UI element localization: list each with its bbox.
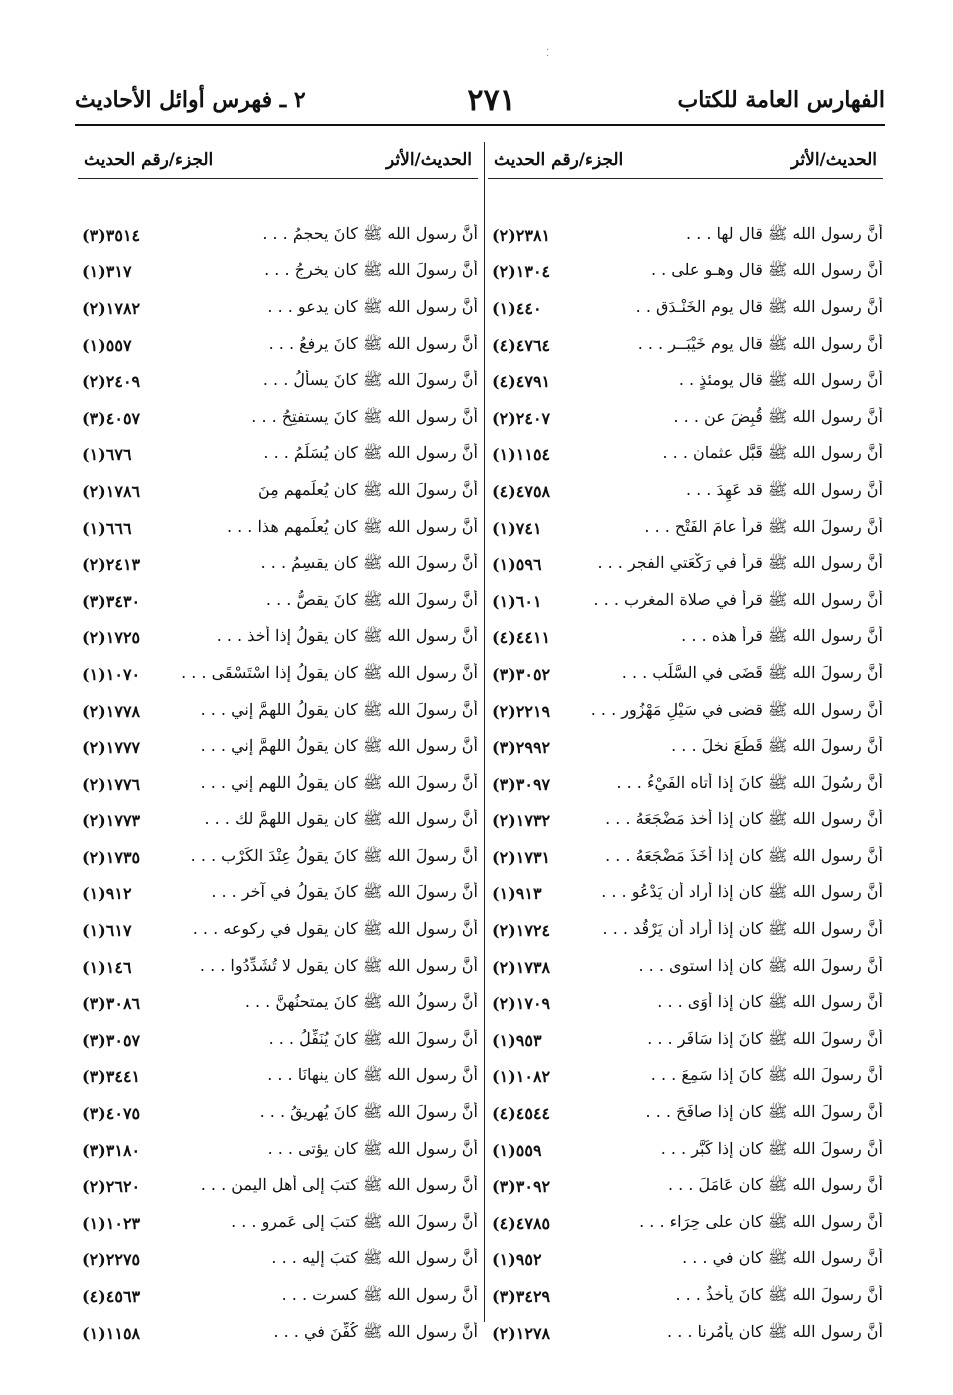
list-item [78,729,478,766]
book-section-title: الفهارس العامة للكتاب [677,87,885,113]
hadith-text: أنَّ رسولَ الله ﷺ كان يقولُ اللهم إني . . . [200,772,478,792]
list-item [78,839,478,876]
hadith-reference: ٥٩٦(١) [492,555,542,575]
hadith-text: أنَّ رسول الله ﷺ كان على حِرَاء . . . [639,1211,883,1231]
list-item [78,1168,478,1205]
hadith-text: أنَّ رسول الله ﷺ كانَ يرفعُ . . . [268,333,478,353]
hadith-reference: ٢٢١٩(٢) [492,701,551,721]
list-item [488,912,883,949]
list-item [488,583,883,620]
scan-mark: ⁚ [546,48,550,59]
hadith-reference: ٤٥٦٣(٤) [82,1287,141,1307]
hadith-reference: ٢٤١٣(٢) [82,555,141,575]
hadith-reference: ٩١٢(١) [82,884,132,904]
list-item [78,1059,478,1096]
hadith-text: أنَّ رسول الله ﷺ قضى في سَيْلِ مَهْزُور . . . [590,699,883,719]
list-item [488,656,883,693]
hadith-reference: ٤٠٧٥(٣) [82,1104,141,1124]
hadith-reference: ١٧٧٨(٢) [82,701,141,721]
hadith-header: الحديث/الأثر [791,150,877,170]
hadith-text: أنَّ رسولَ الله ﷺ كان يقسِمُ . . . [260,553,478,573]
list-item [78,620,478,657]
list-item [488,693,883,730]
hadith-text: أنَّ رسولَ الله ﷺ كانَ يُهريقُ . . . [259,1102,478,1122]
list-item [78,912,478,949]
list-item [78,1022,478,1059]
hadith-text: أنَّ رسول الله ﷺ كان يدعو . . . [267,296,478,316]
hadith-reference: ١٧٣٥(٢) [82,847,141,867]
hadith-text: أنَّ رسولَ الله ﷺ كانَ يُنَفِّلُ . . . [268,1028,478,1048]
hadith-reference: ٣٤٤١(٣) [82,1067,141,1087]
hadith-reference: ١٧٢٥(٢) [82,628,141,648]
hadith-list [488,217,883,1351]
hadith-reference: ٢٦٢٠(٢) [82,1177,141,1197]
hadith-text: أنَّ رسول الله ﷺ كان يقول لا تُشَدِّدُوا . . . [199,955,478,975]
hadith-text: أنَّ رسولَ الله ﷺ كانَ يقولُ في آخر . . . [211,882,478,902]
hadith-reference: ١٧٧٣(٢) [82,811,141,831]
hadith-text: أنَّ رسول الله ﷺ كان يقولُ إذا اسْتَسْقَى . . . [181,662,478,682]
hadith-text: أنَّ رسول الله ﷺ كان إذا أَخَذَ مَضْجَعَهُ . . . [605,845,883,865]
hadith-reference: ١٠٢٣(١) [82,1213,141,1233]
list-item [488,1022,883,1059]
hadith-text: أنَّ رسول الله ﷺ كان يقولُ إذا أخذ . . . [216,626,478,646]
hadith-reference: ١٧٧٧(٢) [82,738,141,758]
hadith-text: أنَّ رسول الله ﷺ كُفِّنَ في . . . [273,1321,478,1341]
list-item [78,1315,478,1352]
hadith-reference: ٣١٨٠(٣) [82,1140,141,1160]
hadith-reference: ٢٤٠٧(٢) [492,408,551,428]
hadith-text: أنَّ رسول الله ﷺ كان يؤتى . . . [267,1138,478,1158]
reference-header: الجزء/رقم الحديث [84,150,214,170]
hadith-reference: ٩٥٢(١) [492,1250,542,1270]
column-header [78,142,478,179]
list-item [488,510,883,547]
hadith-text: أنَّ رسول الله ﷺ قرأ في رَكْعَتي الفجر . . . [597,553,883,573]
hadith-reference: ٢٩٩٢(٣) [492,738,551,758]
hadith-text: أنَّ رسولَ الله ﷺ كانَ يأخذُ . . . [675,1285,883,1305]
hadith-reference: ٦٠١(١) [492,591,542,611]
list-item [488,1095,883,1132]
list-item [78,766,478,803]
hadith-text: أنَّ رسُولَ الله ﷺ كانَ إذا أتاه الفَيْءُ . . . [616,772,883,792]
hadith-reference: ٤٤١١(٤) [492,628,551,648]
hadith-reference: ١٠٨٢(١) [492,1067,551,1087]
list-item [488,1168,883,1205]
index-title: ٢ ـ فهرس أوائل الأحاديث [75,87,306,113]
list-item [78,1205,478,1242]
list-item [78,217,478,254]
list-item [78,985,478,1022]
list-item [78,583,478,620]
hadith-list [78,217,478,1351]
list-item [488,437,883,474]
list-item [488,327,883,364]
hadith-text: أنَّ رسولَ الله ﷺ كانَ يسألُ . . . [262,370,478,390]
hadith-text: أنَّ رسول الله ﷺ كسرت . . . [281,1285,478,1305]
list-item [488,729,883,766]
list-item [78,327,478,364]
list-item [488,546,883,583]
right-column [488,142,883,1351]
hadith-reference: ٦٦٦(١) [82,518,132,538]
list-item [488,1132,883,1169]
hadith-reference: ١٧٧٦(٢) [82,774,141,794]
list-item [78,254,478,291]
hadith-text: أنَّ رسولَ الله ﷺ كانَ إذا سَافَر . . . [647,1028,883,1048]
hadith-text: أنَّ رسولَ الله ﷺ كانَ يقصُّ . . . [265,589,478,609]
hadith-text: أنَّ رسولَ الله ﷺ كان إذا استوى . . . [638,955,883,975]
hadith-text: أنَّ رسولَ الله ﷺ كانَ إذا سَمِعَ . . . [650,1065,883,1085]
hadith-reference: ٦٧٦(١) [82,445,132,465]
hadith-text: أنَّ رسول الله ﷺ كانَ يحجمُ . . . [262,223,478,243]
hadith-reference: ١٧٨٦(٢) [82,481,141,501]
hadith-text: أنَّ رسولَ الله ﷺ كان إذا صافَحَ . . . [645,1102,883,1122]
hadith-text: أنَّ رسول الله ﷺ قال لها . . . [686,223,883,243]
hadith-text: أنَّ رسول الله ﷺ كان يأمُرنا . . . [667,1321,883,1341]
hadith-reference: ٥٥٩(١) [492,1140,542,1160]
hadith-text: أنَّ رسولَ الله ﷺ قَطَعَ نخلَ . . . [671,736,883,756]
hadith-reference: ٤٧٦٤(٤) [492,335,551,355]
hadith-text: أنَّ رسول الله ﷺ قرأ هذه . . . [681,626,883,646]
list-item [488,1315,883,1352]
list-item [78,437,478,474]
hadith-reference: ٩٥٣(١) [492,1030,542,1050]
page-header [75,80,885,126]
hadith-reference: ٣٠٥٢(٣) [492,664,551,684]
hadith-reference: ٢٢٧٥(٢) [82,1250,141,1270]
hadith-text: أنَّ رسول الله ﷺ كتبَ إليه . . . [271,1248,478,1268]
hadith-text: أنَّ رسول الله ﷺ كان إذا أخذ مَضْجَعَهُ . . . [605,809,883,829]
hadith-reference: ١١٥٨(١) [82,1323,141,1343]
hadith-text: أنَّ رسول الله ﷺ قال يومئذٍ . . [678,370,883,390]
column-header [488,142,883,179]
hadith-text: أنَّ رسول الله ﷺ قد عَهِدَ . . . [685,479,883,499]
hadith-reference: ١٢٧٨(٢) [492,1323,551,1343]
hadith-text: أنَّ رسولَ الله ﷺ كتبَ إلى عَمرو . . . [231,1211,478,1231]
hadith-text: أنَّ رسول الله ﷺ كان يقولُ اللهمَّ إني . . . [200,736,478,756]
list-item [78,363,478,400]
hadith-reference: ١٧٣١(٢) [492,847,551,867]
reference-header: الجزء/رقم الحديث [494,150,624,170]
hadith-reference: ١٠٧٠(١) [82,664,141,684]
hadith-text: أنَّ رسولَ الله ﷺ كان إذا كَبَّر . . . [660,1138,883,1158]
hadith-reference: ٣١٧(١) [82,262,132,282]
column-divider [484,142,485,1322]
list-item [78,1278,478,1315]
hadith-reference: ٣٥١٤(٣) [82,225,141,245]
hadith-text: أنَّ رسول الله ﷺ كتبَ إلى أهل اليمن . . . [200,1175,478,1195]
list-item [488,1059,883,1096]
list-item [488,473,883,510]
hadith-reference: ٢٣٨١(٢) [492,225,551,245]
hadith-text: أنَّ رسول الله ﷺ كان يقول في ركوعه . . . [192,919,478,939]
hadith-reference: ٤٥٤٤(٤) [492,1104,551,1124]
list-item [488,363,883,400]
hadith-text: أنَّ رسول الله ﷺ كان يُعلِّمهم هذا . . . [226,516,478,536]
hadith-text: أنَّ رسول الله ﷺ قال يوم خَيْبَــر . . . [637,333,883,353]
hadith-text: أنَّ رسول الله ﷺ كان إذا أراد أن يَدْعُو . . . [601,882,883,902]
hadith-reference: ٣٠٩٢(٣) [492,1177,551,1197]
list-item [488,254,883,291]
list-item [488,985,883,1022]
hadith-reference: ٧٤١(١) [492,518,542,538]
list-item [78,1095,478,1132]
hadith-text: أنَّ رسول الله ﷺ قال يوم الخَنْـدَق . . [635,296,883,316]
hadith-reference: ١٧٣٢(٢) [492,811,551,831]
hadith-reference: ٢٤٠٩(٢) [82,372,141,392]
list-item [78,693,478,730]
hadith-reference: ١٧٣٨(٢) [492,957,551,977]
hadith-text: أنَّ رسول الله ﷺ قُبِضَ عن . . . [673,406,883,426]
left-column [78,142,478,1351]
hadith-text: أنَّ رسولَ الله ﷺ قَضَى في السَّلَب . . . [621,662,883,682]
hadith-reference: ٩١٣(١) [492,884,542,904]
hadith-text: أنَّ رسول الله ﷺ قال وهـو على . . [650,260,883,280]
hadith-reference: ٤٠٥٧(٣) [82,408,141,428]
hadith-reference: ١١٥٤(١) [492,445,551,465]
hadith-text: أنَّ رسول الله ﷺ كان في . . . [682,1248,883,1268]
hadith-text: أنَّ رسولَ الله ﷺ قرأ عامَ الفَتْح . . . [644,516,883,536]
hadith-reference: ٤٤٠(١) [492,298,542,318]
hadith-text: أنَّ رسولَ الله ﷺ كان يقولُ اللهمَّ إني . . . [200,699,478,719]
hadith-text: أنَّ رسول الله ﷺ قرأ في صلاة المغرب . . . [593,589,883,609]
hadith-reference: ١٧٨٢(٢) [82,298,141,318]
list-item [78,1242,478,1279]
hadith-text: أنَّ رسول الله ﷺ كان يقول اللهمَّ لك . . . [204,809,478,829]
hadith-reference: ٤٧٨٥(٤) [492,1213,551,1233]
hadith-text: أنَّ رسولَ الله ﷺ كان يُعلِّمهم مِنَ [258,479,478,499]
list-item [488,400,883,437]
hadith-text: أنَّ رسول الله ﷺ كان إذا أراد أن يَرْقُد . . . [602,919,883,939]
hadith-text: أنَّ رسول الله ﷺ قَبَّل عثمان . . . [662,443,883,463]
list-item [488,766,883,803]
hadith-reference: ٤٧٩١(٤) [492,372,551,392]
list-item [488,839,883,876]
hadith-text: أنَّ رسول الله ﷺ كان عَامَلَ . . . [667,1175,883,1195]
list-item [78,949,478,986]
hadith-reference: ٣٠٩٧(٣) [492,774,551,794]
hadith-reference: ٣٠٥٧(٣) [82,1030,141,1050]
list-item [78,876,478,913]
list-item [78,656,478,693]
list-item [488,1205,883,1242]
hadith-reference: ٣٤٣٠(٣) [82,591,141,611]
hadith-text: أنَّ رسول الله ﷺ كانَ يستفتِحُ . . . [251,406,478,426]
hadith-reference: ٦١٧(١) [82,921,132,941]
hadith-reference: ٣٤٢٩(٣) [492,1287,551,1307]
hadith-reference: ١٧٢٤(٢) [492,921,551,941]
hadith-text: أنَّ رسول الله ﷺ كان إذا أَوَى . . . [657,992,883,1012]
list-item [488,876,883,913]
list-item [78,1132,478,1169]
hadith-header: الحديث/الأثر [386,150,472,170]
list-item [488,1278,883,1315]
list-item [488,217,883,254]
list-item [488,290,883,327]
hadith-reference: ١٣٠٤(٢) [492,262,551,282]
list-item [488,1242,883,1279]
list-item [488,949,883,986]
hadith-reference: ١٧٠٩(٢) [492,994,551,1014]
page-number: ٢٧١ [467,82,516,118]
hadith-reference: ١٤٦(١) [82,957,132,977]
list-item [488,620,883,657]
list-item [78,473,478,510]
hadith-reference: ٥٥٧(١) [82,335,132,355]
list-item [488,803,883,840]
list-item [78,400,478,437]
hadith-text: أنَّ رسولَ الله ﷺ كان يخرجُ . . . [264,260,478,280]
list-item [78,546,478,583]
list-item [78,510,478,547]
list-item [78,803,478,840]
hadith-text: أنَّ رسول الله ﷺ كان يُسَلِّمُ . . . [263,443,478,463]
hadith-text: أنَّ رسول الله ﷺ كان ينهانَا . . . [267,1065,478,1085]
hadith-reference: ٤٧٥٨(٤) [492,481,551,501]
list-item [78,290,478,327]
hadith-text: أنَّ رسولُ الله ﷺ كانَ يمتحنُهنَّ . . . [244,992,478,1012]
hadith-reference: ٣٠٨٦(٣) [82,994,141,1014]
hadith-text: أنَّ رسولَ الله ﷺ كانَ يقولُ عِنْدَ الكَرْب . . . [190,845,478,865]
